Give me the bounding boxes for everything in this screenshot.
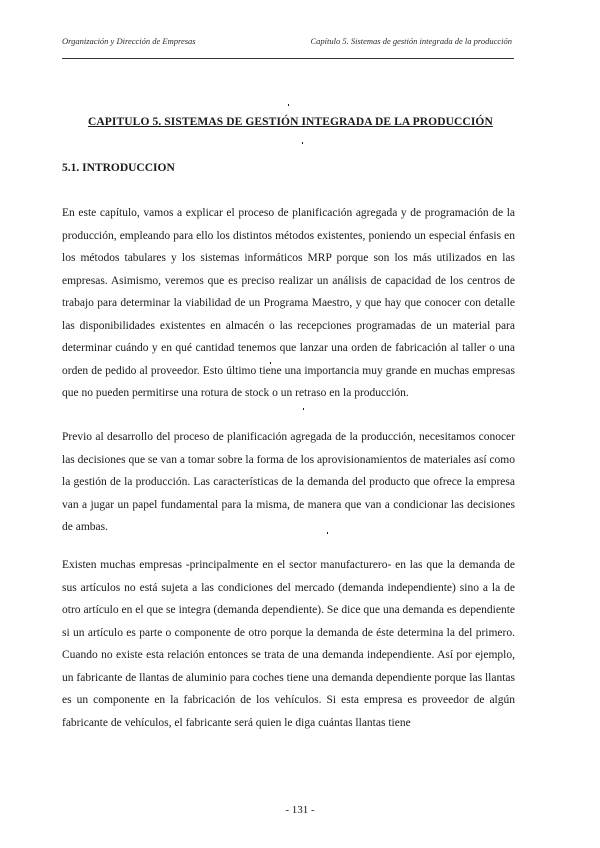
section-title: 5.1. INTRODUCCION (62, 162, 175, 174)
page-number: - 131 - (285, 804, 315, 816)
header-right: Capítulo 5. Sistemas de gestión integrada de la producción (310, 36, 512, 46)
paragraph-2: Previo al desarrollo del proceso de planificación agregada de la producción, necesitamos conocer las decisiones que se van a tomar sobre la forma de los aprovisionamientos de materiales así como la gestión de la producción. Las características de la demanda del producto que ofrece la empresa van a jugar un papel fundamental para la misma, de manera que van a condicionar las decisiones de ambas. (62, 431, 515, 533)
header-left: Organización y Dirección de Empresas (62, 36, 196, 46)
header-rule (62, 58, 514, 59)
chapter-title: CAPITULO 5. SISTEMAS DE GESTIÓN INTEGRADA DE LA PRODUCCIÓN (88, 116, 493, 128)
scan-speck (303, 408, 304, 410)
scan-speck (288, 104, 289, 106)
paragraph-3: Existen muchas empresas -principalmente en el sector manufacturero- en las que la demanda de sus artículos no está sujeta a las condiciones del mercado (demanda independiente) sino a la de otro artículo en el que se integra (demanda dependiente). Se dice que una demanda es dependiente si un artículo es parte o componente de otro porque la demanda de éste determina la del primero. Cuando no existe esta relación entonces se trata de una demanda independiente. Así por ejemplo, un fabricante de llantas de aluminio para coches tiene una demanda dependiente porque las llantas es un componente en la fabricación de los vehículos. Si esta empresa es proveedor de algún fabricante de vehículos, el fabricante será quien le diga cuántas llantas tiene (62, 559, 515, 729)
running-header (62, 36, 512, 46)
paragraph-1: En este capítulo, vamos a explicar el proceso de planificación agregada y de programación de la producción, empleando para ello los distintos métodos existentes, poniendo un especial énfasis en los métodos tabulares y los sistemas informáticos MRP porque son los más utilizados en las empresas. Asimismo, veremos que es preciso realizar un análisis de capacidad de los centros de trabajo para determinar la viabilidad de un Programa Maestro, y que hay que conocer con detalle las disponibilidades existentes en almacén o las recepciones programadas de un material para determinar cuándo y en qué cantidad tenemos que lanzar una orden de fabricación al taller o una orden de pedido al proveedor. Esto último tiene una importancia muy grande en muchas empresas que no pueden permitirse una rotura de stock o un retraso en la producción. (62, 207, 515, 399)
scan-speck (270, 362, 271, 364)
scan-speck (327, 532, 328, 534)
scan-speck (302, 142, 303, 144)
